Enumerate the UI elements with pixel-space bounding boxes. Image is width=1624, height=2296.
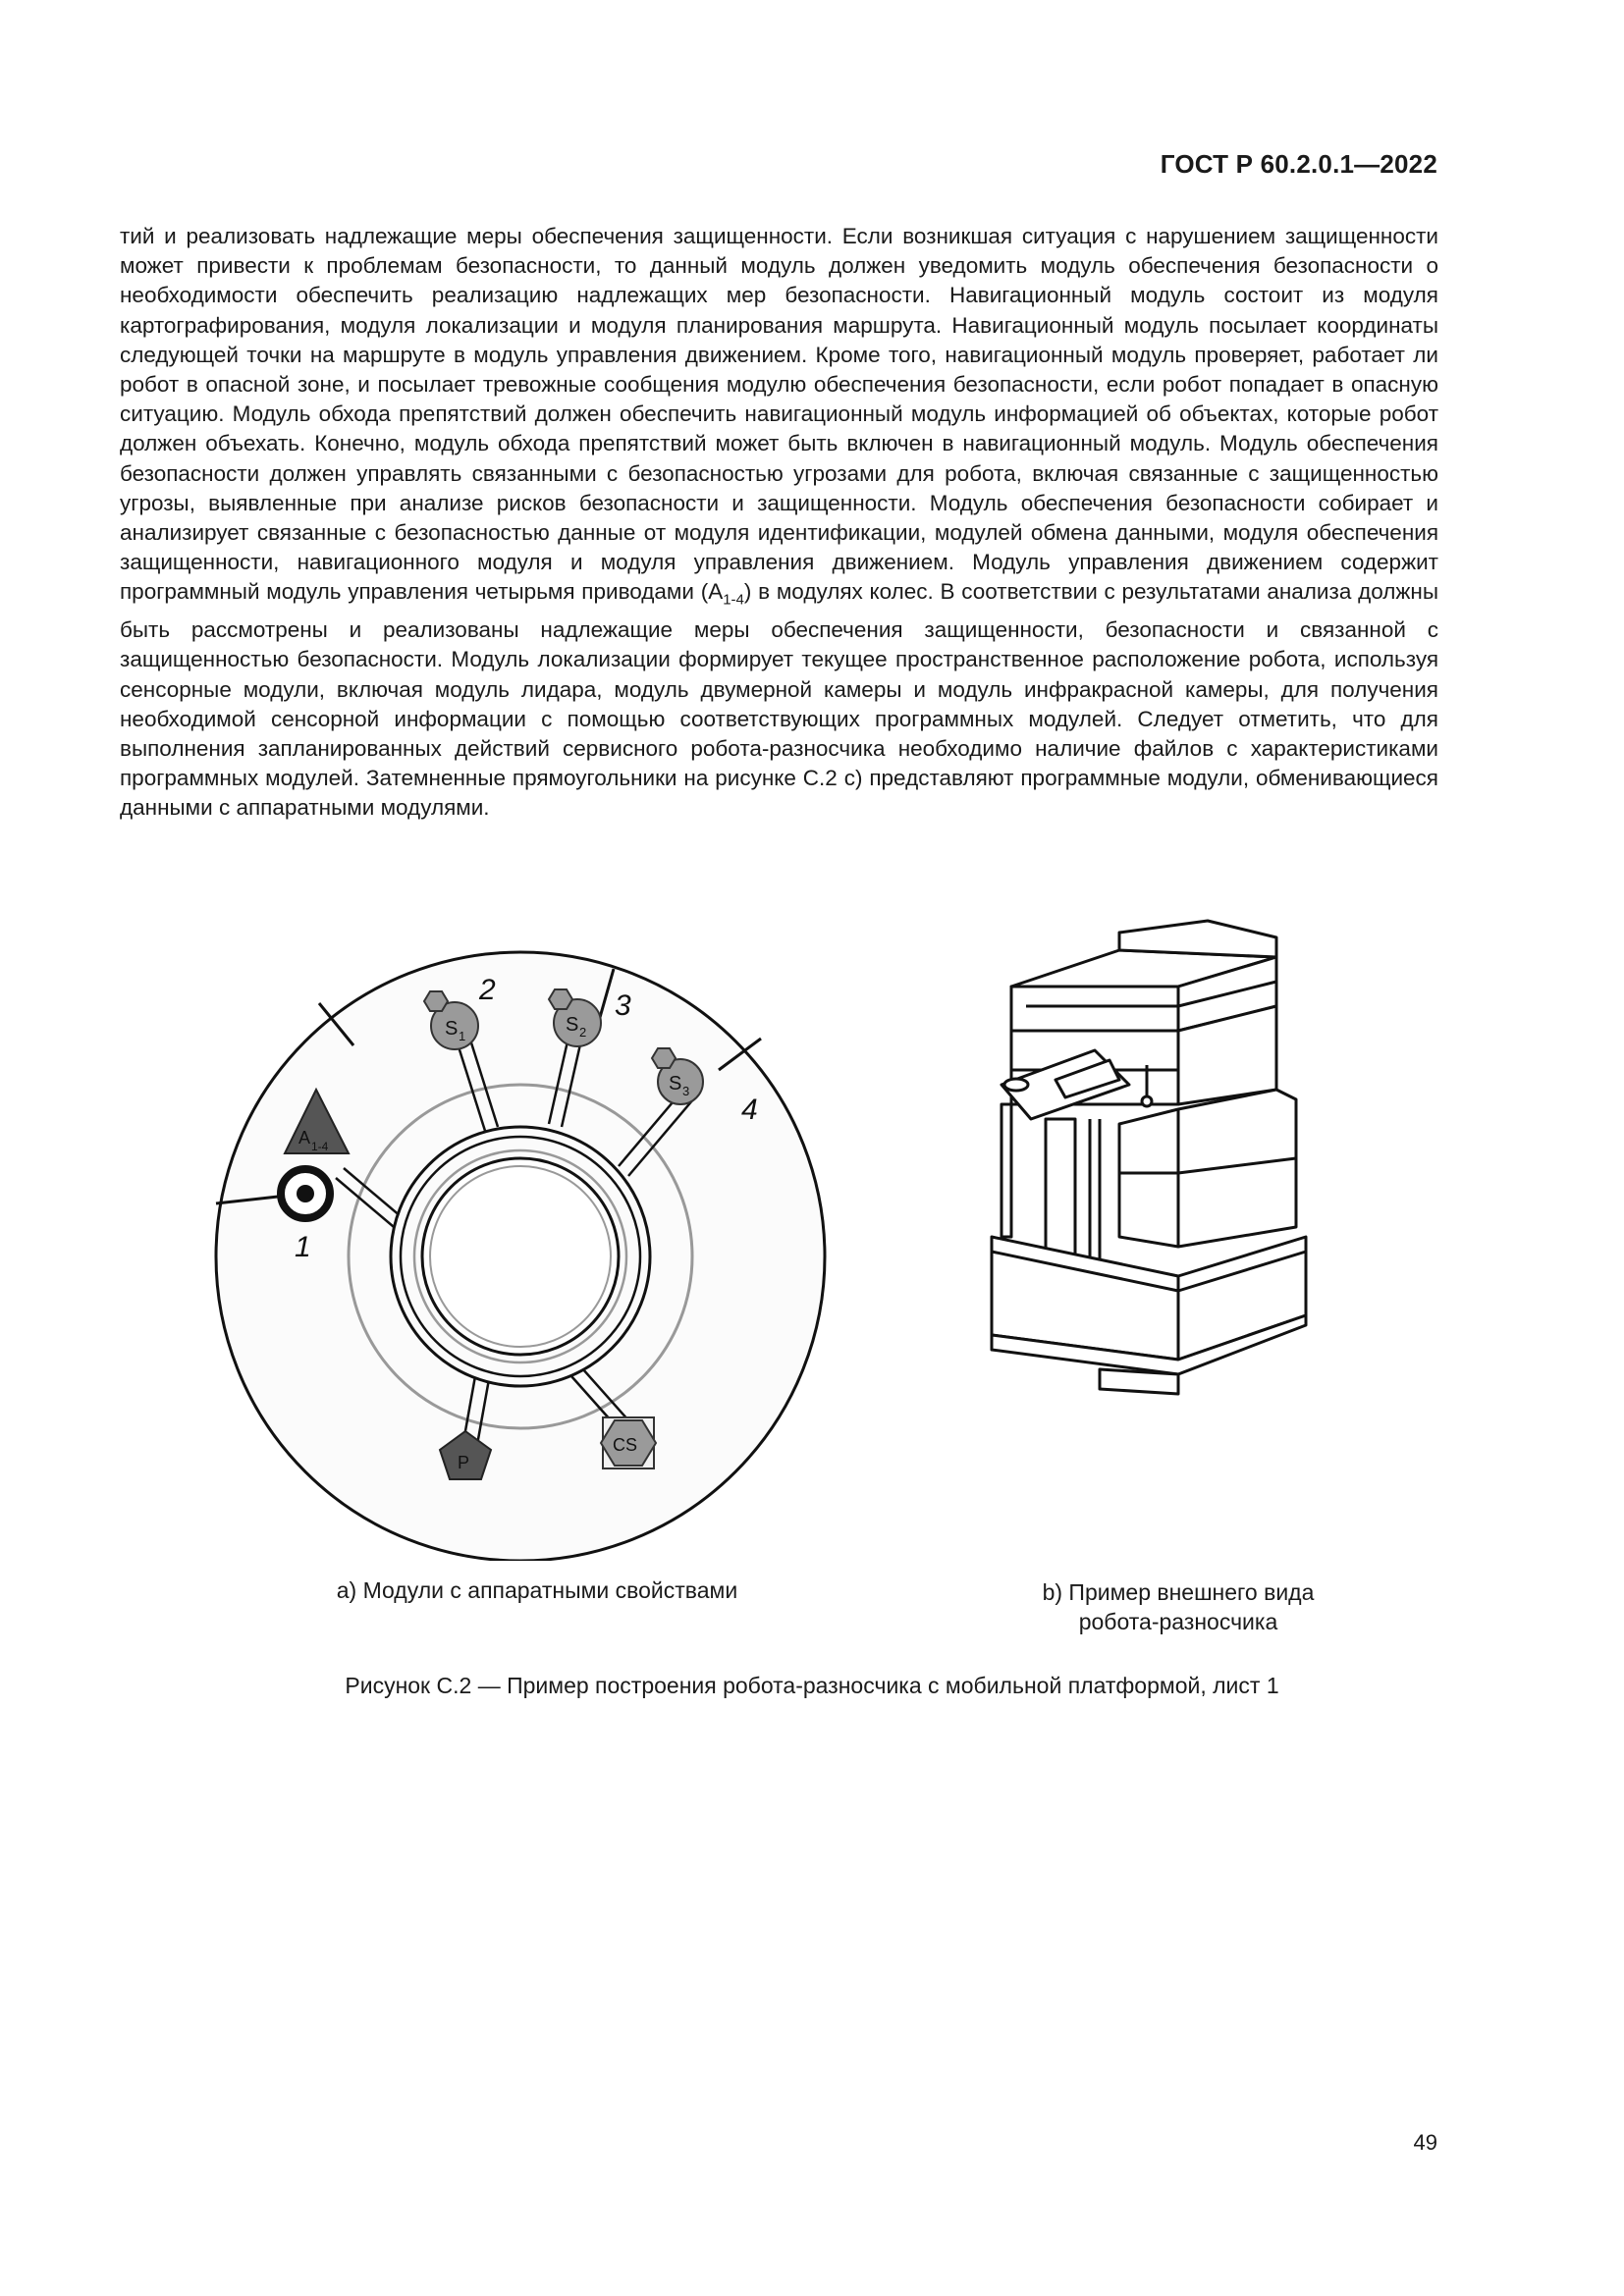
svg-text:1: 1 bbox=[459, 1029, 466, 1043]
svg-text:2: 2 bbox=[579, 1025, 587, 1040]
control-system-cs-icon bbox=[601, 1417, 656, 1468]
body-text-part2: ) в модулях колес. В соответствии с результатами анализа должны быть рассмотрены и реализованы надлежащие меры обеспечения защищенности, безопасности и связанной с защищенностью безопасности. Модуль локализации формирует текущее пространственное расположение робота, используя сенсорные модули, включая модуль лидара, модуль двумерной камеры и модуль инфракрасной камеры, для получения необходимой сенсорной информации с помощью соответствующих программных модулей. Следует отметить, что для выполнения запланированных действий сервисного робота-разносчика необходимо наличие файлов с характеристиками программных модулей. Затемненные прямоугольники на рисунке С.2 с) представляют программные модули, обменивающиеся данными с аппаратными модулями. bbox=[120, 579, 1439, 821]
s1-label: S bbox=[445, 1018, 459, 1040]
figure-b-caption bbox=[1001, 1577, 1355, 1636]
figure-a-module-diagram bbox=[206, 933, 835, 1561]
svg-text:1-4: 1-4 bbox=[311, 1140, 329, 1153]
label-1: 1 bbox=[295, 1231, 311, 1263]
a-label: A bbox=[298, 1128, 311, 1148]
body-text-part1: тий и реализовать надлежащие меры обеспечения защищенности. Если возникшая ситуация с нарушением защищенности может привести к проблемам безопасности, то данный модуль должен уведомить модуль обеспечения безопасности о необходимости обеспечить реализацию надлежащих мер безопасности. Навигационный модуль состоит из модуля картографирования, модуля локализации и модуля планирования маршрута. Навигационный модуль посылает координаты следующей точки на маршруте в модуль управления движением. Кроме того, навигационный модуль проверяет, работает ли робот в опасной зоне, и посылает тревожные сообщения модулю обеспечения безопасности, если робот попадает в опасную ситуацию. Модуль обхода препятствий должен обеспечить навигационный модуль информацией об объектах, которые робот должен объехать. Конечно, модуль обхода препятствий может быть включен в навигационный модуль. Модуль обеспечения безопасности должен управлять связанными с безопасностью угрозами для робота, включая связанные с защищенностью угрозы, выявленные при анализе рисков безопасности и защищенности. Модуль обеспечения безопасности собирает и анализирует связанные с безопасностью данные от модуля идентификации, модулей обмена данными, модуля обеспечения защищенности, навигационного модуля и модуля управления движением. Модуль управления движением содержит программный модуль управления четырьмя приводами (A bbox=[120, 224, 1438, 605]
figure-b-caption-line1: b) Пример внешнего вида bbox=[1042, 1579, 1315, 1605]
document-header: ГОСТ Р 60.2.0.1—2022 bbox=[1160, 149, 1437, 179]
page-number: 49 bbox=[1413, 2130, 1437, 2155]
figure-a-caption: a) Модули с аппаратными свойствами bbox=[336, 1577, 738, 1603]
svg-text:3: 3 bbox=[682, 1084, 690, 1098]
s2-label: S bbox=[566, 1014, 579, 1036]
s3-label: S bbox=[669, 1073, 682, 1095]
body-paragraph bbox=[120, 222, 1438, 824]
label-3: 3 bbox=[615, 989, 631, 1022]
figure-title: Рисунок С.2 — Пример построения робота-разносчика с мобильной платформой, лист 1 bbox=[345, 1673, 1279, 1698]
label-4: 4 bbox=[741, 1094, 758, 1126]
label-2: 2 bbox=[479, 974, 496, 1006]
p-label: P bbox=[458, 1453, 470, 1472]
figure-b-caption-line2: робота-разносчика bbox=[1078, 1609, 1278, 1634]
cs-label: CS bbox=[613, 1435, 638, 1455]
figure-b-robot-drawing bbox=[972, 913, 1365, 1482]
target-icon bbox=[281, 1169, 330, 1218]
body-text-subscript: 1-4 bbox=[723, 591, 744, 609]
